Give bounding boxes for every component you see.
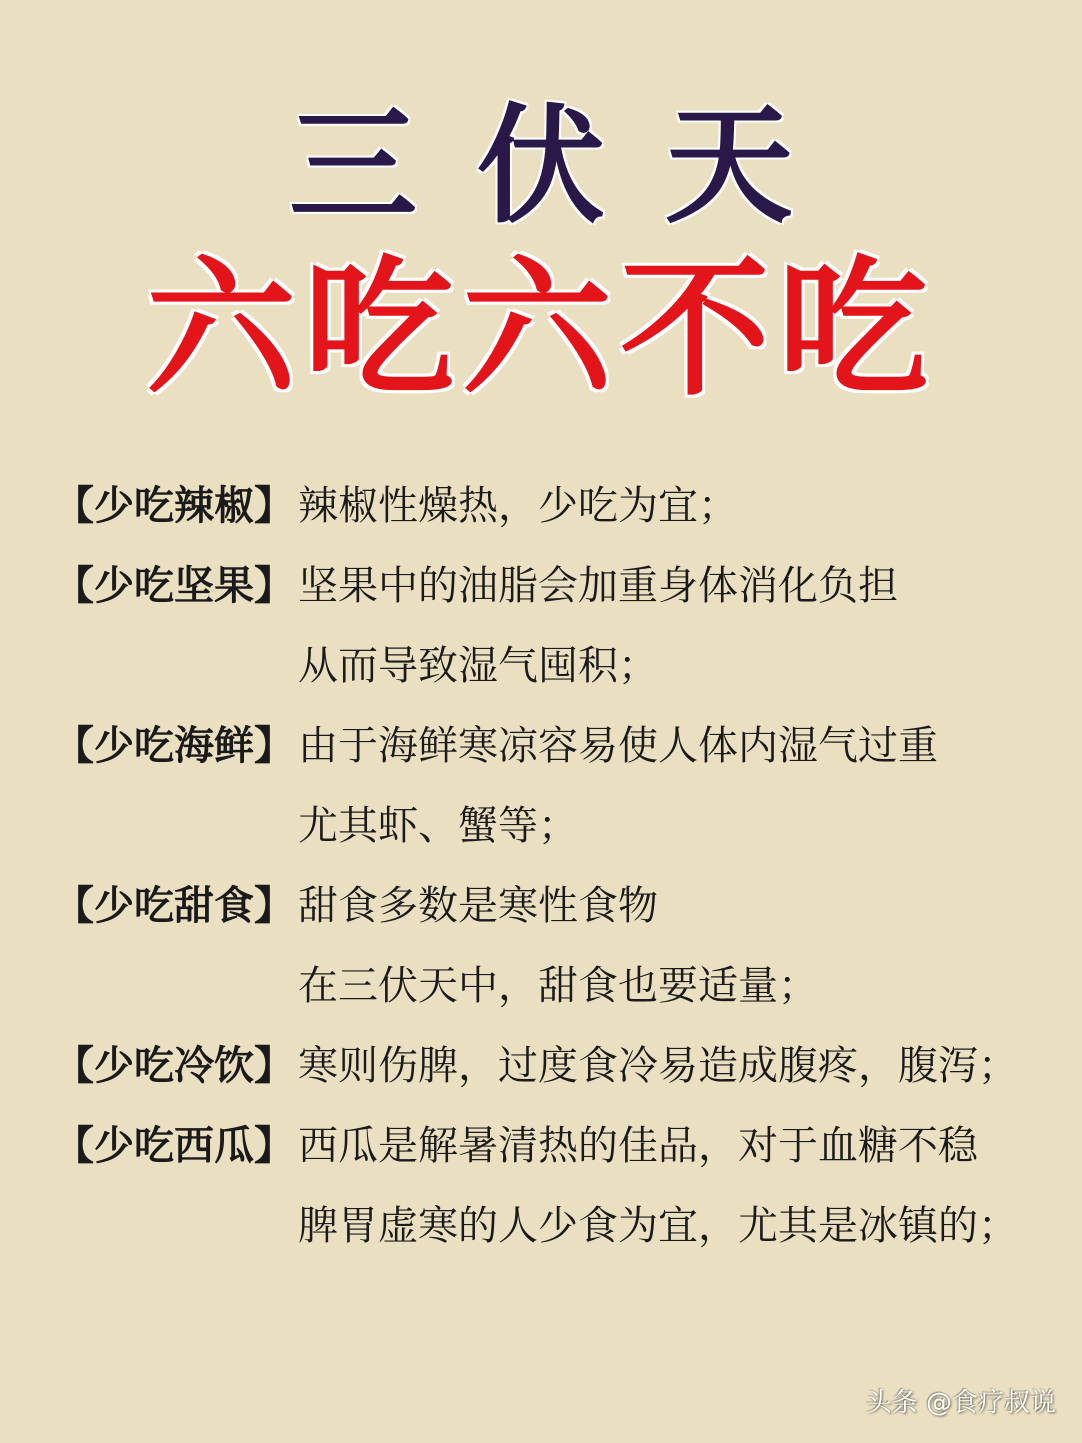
advice-list: [54, 466, 1064, 1266]
item-line: 辣椒性燥热，少吃为宜；: [298, 483, 738, 529]
item-line: 由于海鲜寒凉容易使人体内湿气过重: [298, 723, 938, 769]
page-subtitle: 六吃六不吃: [145, 243, 936, 417]
item-line: 寒则伤脾，过度食冷易造成腹疼，腹泻；: [298, 1043, 1018, 1089]
item-text: [298, 466, 1064, 546]
item-tag: 【少吃海鲜】: [54, 723, 294, 769]
page-title: 三伏天: [288, 92, 853, 241]
list-item: [54, 866, 1064, 1026]
list-item: [54, 466, 1064, 546]
item-line: 西瓜是解暑清热的佳品，对于血糖不稳: [298, 1123, 978, 1169]
item-line: 坚果中的油脂会加重身体消化负担: [298, 563, 898, 609]
item-tag: 【少吃甜食】: [54, 883, 294, 929]
list-item: [54, 706, 1064, 866]
item-text: [298, 1026, 1064, 1106]
list-item: [54, 546, 1064, 706]
item-line: 在三伏天中，甜食也要适量；: [298, 963, 818, 1009]
item-tag: 【少吃辣椒】: [54, 483, 294, 529]
list-item: [54, 1026, 1064, 1106]
item-line: 甜食多数是寒性食物: [298, 883, 658, 929]
item-line: 脾胃虚寒的人少食为宜，尤其是冰镇的；: [298, 1203, 1018, 1249]
watermark: 头条 @食疗叔说: [865, 1388, 1056, 1418]
item-text: [298, 546, 1064, 706]
item-tag: 【少吃冷饮】: [54, 1043, 294, 1089]
list-item: [54, 1106, 1064, 1266]
item-tag: 【少吃坚果】: [54, 563, 294, 609]
item-tag: 【少吃西瓜】: [54, 1123, 294, 1169]
item-text: [298, 706, 1064, 866]
item-text: [298, 866, 1064, 1026]
item-line: 从而导致湿气囤积；: [298, 643, 658, 689]
item-line: 尤其虾、蟹等；: [298, 803, 578, 849]
item-text: [298, 1106, 1064, 1266]
